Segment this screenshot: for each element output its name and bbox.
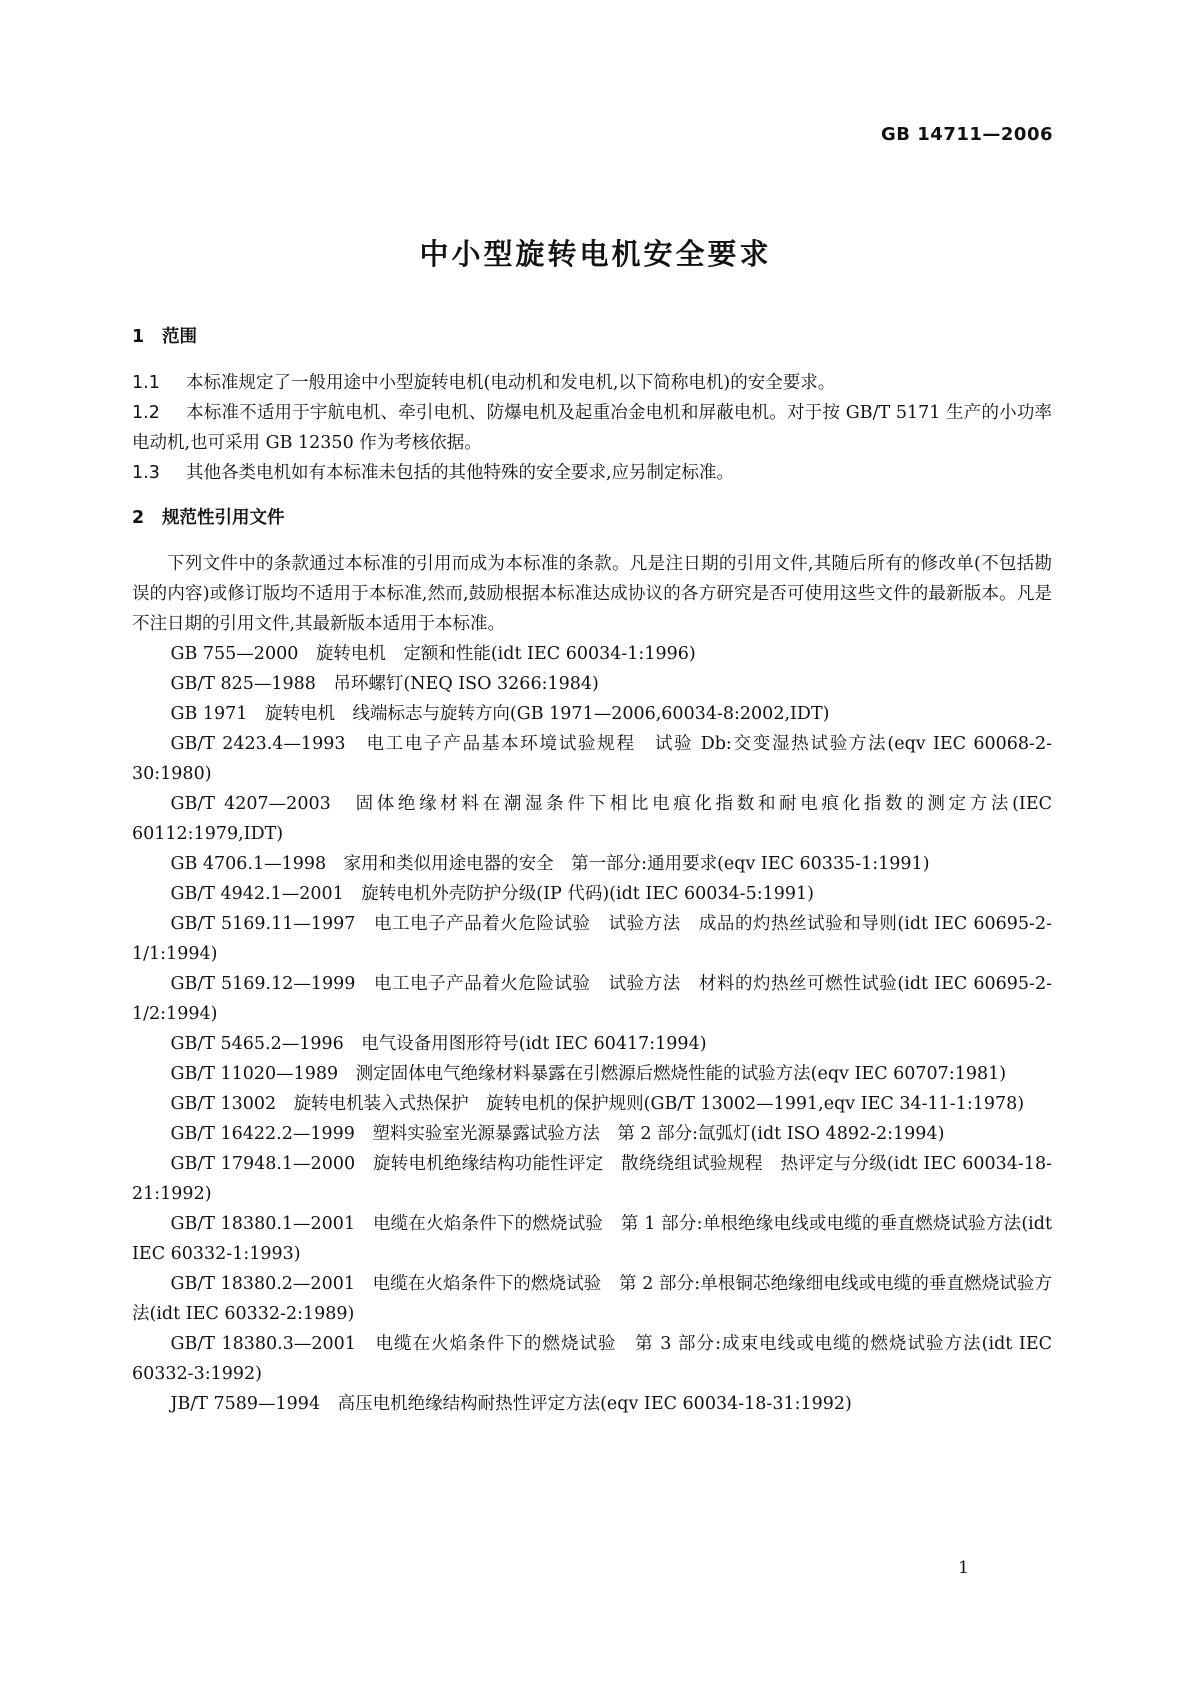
reference-item: GB/T 17948.1—2000 旋转电机绝缘结构功能性评定 散绕绕组试验规程 热评定与分级(idt IEC 60034-18-21:1992): [132, 1154, 1052, 1204]
references-intro: 下列文件中的条款通过本标准的引用而成为本标准的条款。凡是注日期的引用文件,其随后所有的修改单(不包括勘误的内容)或修订版均不适用于本标准,然而,鼓励根据本标准达成协议的各方研究是否可使用这些文件的最新版本。凡是不注日期的引用文件,其最新版本适用于本标准。: [132, 554, 1052, 634]
reference-item: GB/T 5169.11—1997 电工电子产品着火危险试验 试验方法 成品的灼热丝试验和导则(idt IEC 60695-2-1/1:1994): [132, 914, 1052, 964]
clause-1-3: [132, 458, 1052, 488]
reference-item: GB/T 18380.2—2001 电缆在火焰条件下的燃烧试验 第 2 部分:单根铜芯绝缘细电线或电缆的垂直燃烧试验方法(idt IEC 60332-2:1989): [132, 1274, 1052, 1324]
clause-text: 本标准规定了一般用途中小型旋转电机(电动机和发电机,以下简称电机)的安全要求。: [186, 373, 836, 393]
reference-item: GB/T 5465.2—1996 电气设备用图形符号(idt IEC 60417:1994): [170, 1034, 707, 1054]
reference-item: GB/T 16422.2—1999 塑料实验室光源暴露试验方法 第 2 部分:氙弧灯(idt ISO 4892-2:1994): [170, 1124, 945, 1144]
standard-code: GB 14711—2006: [881, 124, 1053, 145]
reference-item: GB/T 4942.1—2001 旋转电机外壳防护分级(IP 代码)(idt IEC 60034-5:1991): [170, 884, 814, 904]
section-heading-scope: [132, 322, 1052, 352]
clause-1-1: [132, 368, 1052, 398]
page-title: 中小型旋转电机安全要求: [419, 237, 772, 271]
reference-item: GB 755—2000 旋转电机 定额和性能(idt IEC 60034-1:1996): [170, 644, 696, 664]
section-number: 1: [132, 327, 145, 347]
clause-text: 本标准不适用于宇航电机、牵引电机、防爆电机及起重冶金电机和屏蔽电机。对于按 GB/T 5171 生产的小功率电动机,也可采用 GB 12350 作为考核依据。: [132, 403, 1052, 453]
reference-item: GB/T 4207—2003 固体绝缘材料在潮湿条件下相比电痕化指数和耐电痕化指数的测定方法(IEC 60112:1979,IDT): [132, 794, 1052, 844]
clause-number: 1.2: [132, 403, 160, 423]
reference-item: GB/T 18380.3—2001 电缆在火焰条件下的燃烧试验 第 3 部分:成束电线或电缆的燃烧试验方法(idt IEC 60332-3:1992): [132, 1334, 1052, 1384]
section-title: 规范性引用文件: [162, 508, 285, 528]
clause-number: 1.3: [132, 463, 160, 483]
section-heading-normative-references: [132, 503, 1052, 533]
reference-item: GB/T 2423.4—1993 电工电子产品基本环境试验规程 试验 Db:交变湿热试验方法(eqv IEC 60068-2-30:1980): [132, 734, 1052, 784]
reference-item: GB/T 11020—1989 测定固体电气绝缘材料暴露在引燃源后燃烧性能的试验方法(eqv IEC 60707:1981): [170, 1064, 1007, 1084]
clause-1-2: [132, 398, 1052, 458]
page-number: 1: [958, 1558, 969, 1578]
section-number: 2: [132, 508, 145, 528]
reference-item: GB/T 5169.12—1999 电工电子产品着火危险试验 试验方法 材料的灼热丝可燃性试验(idt IEC 60695-2-1/2:1994): [132, 974, 1052, 1024]
reference-item: GB/T 18380.1—2001 电缆在火焰条件下的燃烧试验 第 1 部分:单根绝缘电线或电缆的垂直燃烧试验方法(idt IEC 60332-1:1993): [132, 1214, 1052, 1264]
reference-list: [132, 639, 1052, 1419]
reference-item: JB/T 7589—1994 高压电机绝缘结构耐热性评定方法(eqv IEC 60034-18-31:1992): [170, 1394, 852, 1414]
reference-item: GB 1971 旋转电机 线端标志与旋转方向(GB 1971—2006,60034-8:2002,IDT): [170, 704, 830, 724]
section-title: 范围: [162, 327, 197, 347]
clause-number: 1.1: [132, 373, 160, 393]
clause-text: 其他各类电机如有本标准未包括的其他特殊的安全要求,应另制定标准。: [186, 463, 735, 483]
document-body: [132, 322, 1052, 1419]
reference-item: GB/T 13002 旋转电机装入式热保护 旋转电机的保护规则(GB/T 13002—1991,eqv IEC 34-11-1:1978): [170, 1094, 1025, 1114]
reference-item: GB/T 825—1988 吊环螺钉(NEQ ISO 3266:1984): [170, 674, 599, 694]
reference-item: GB 4706.1—1998 家用和类似用途电器的安全 第一部分:通用要求(eqv IEC 60335-1:1991): [170, 854, 930, 874]
